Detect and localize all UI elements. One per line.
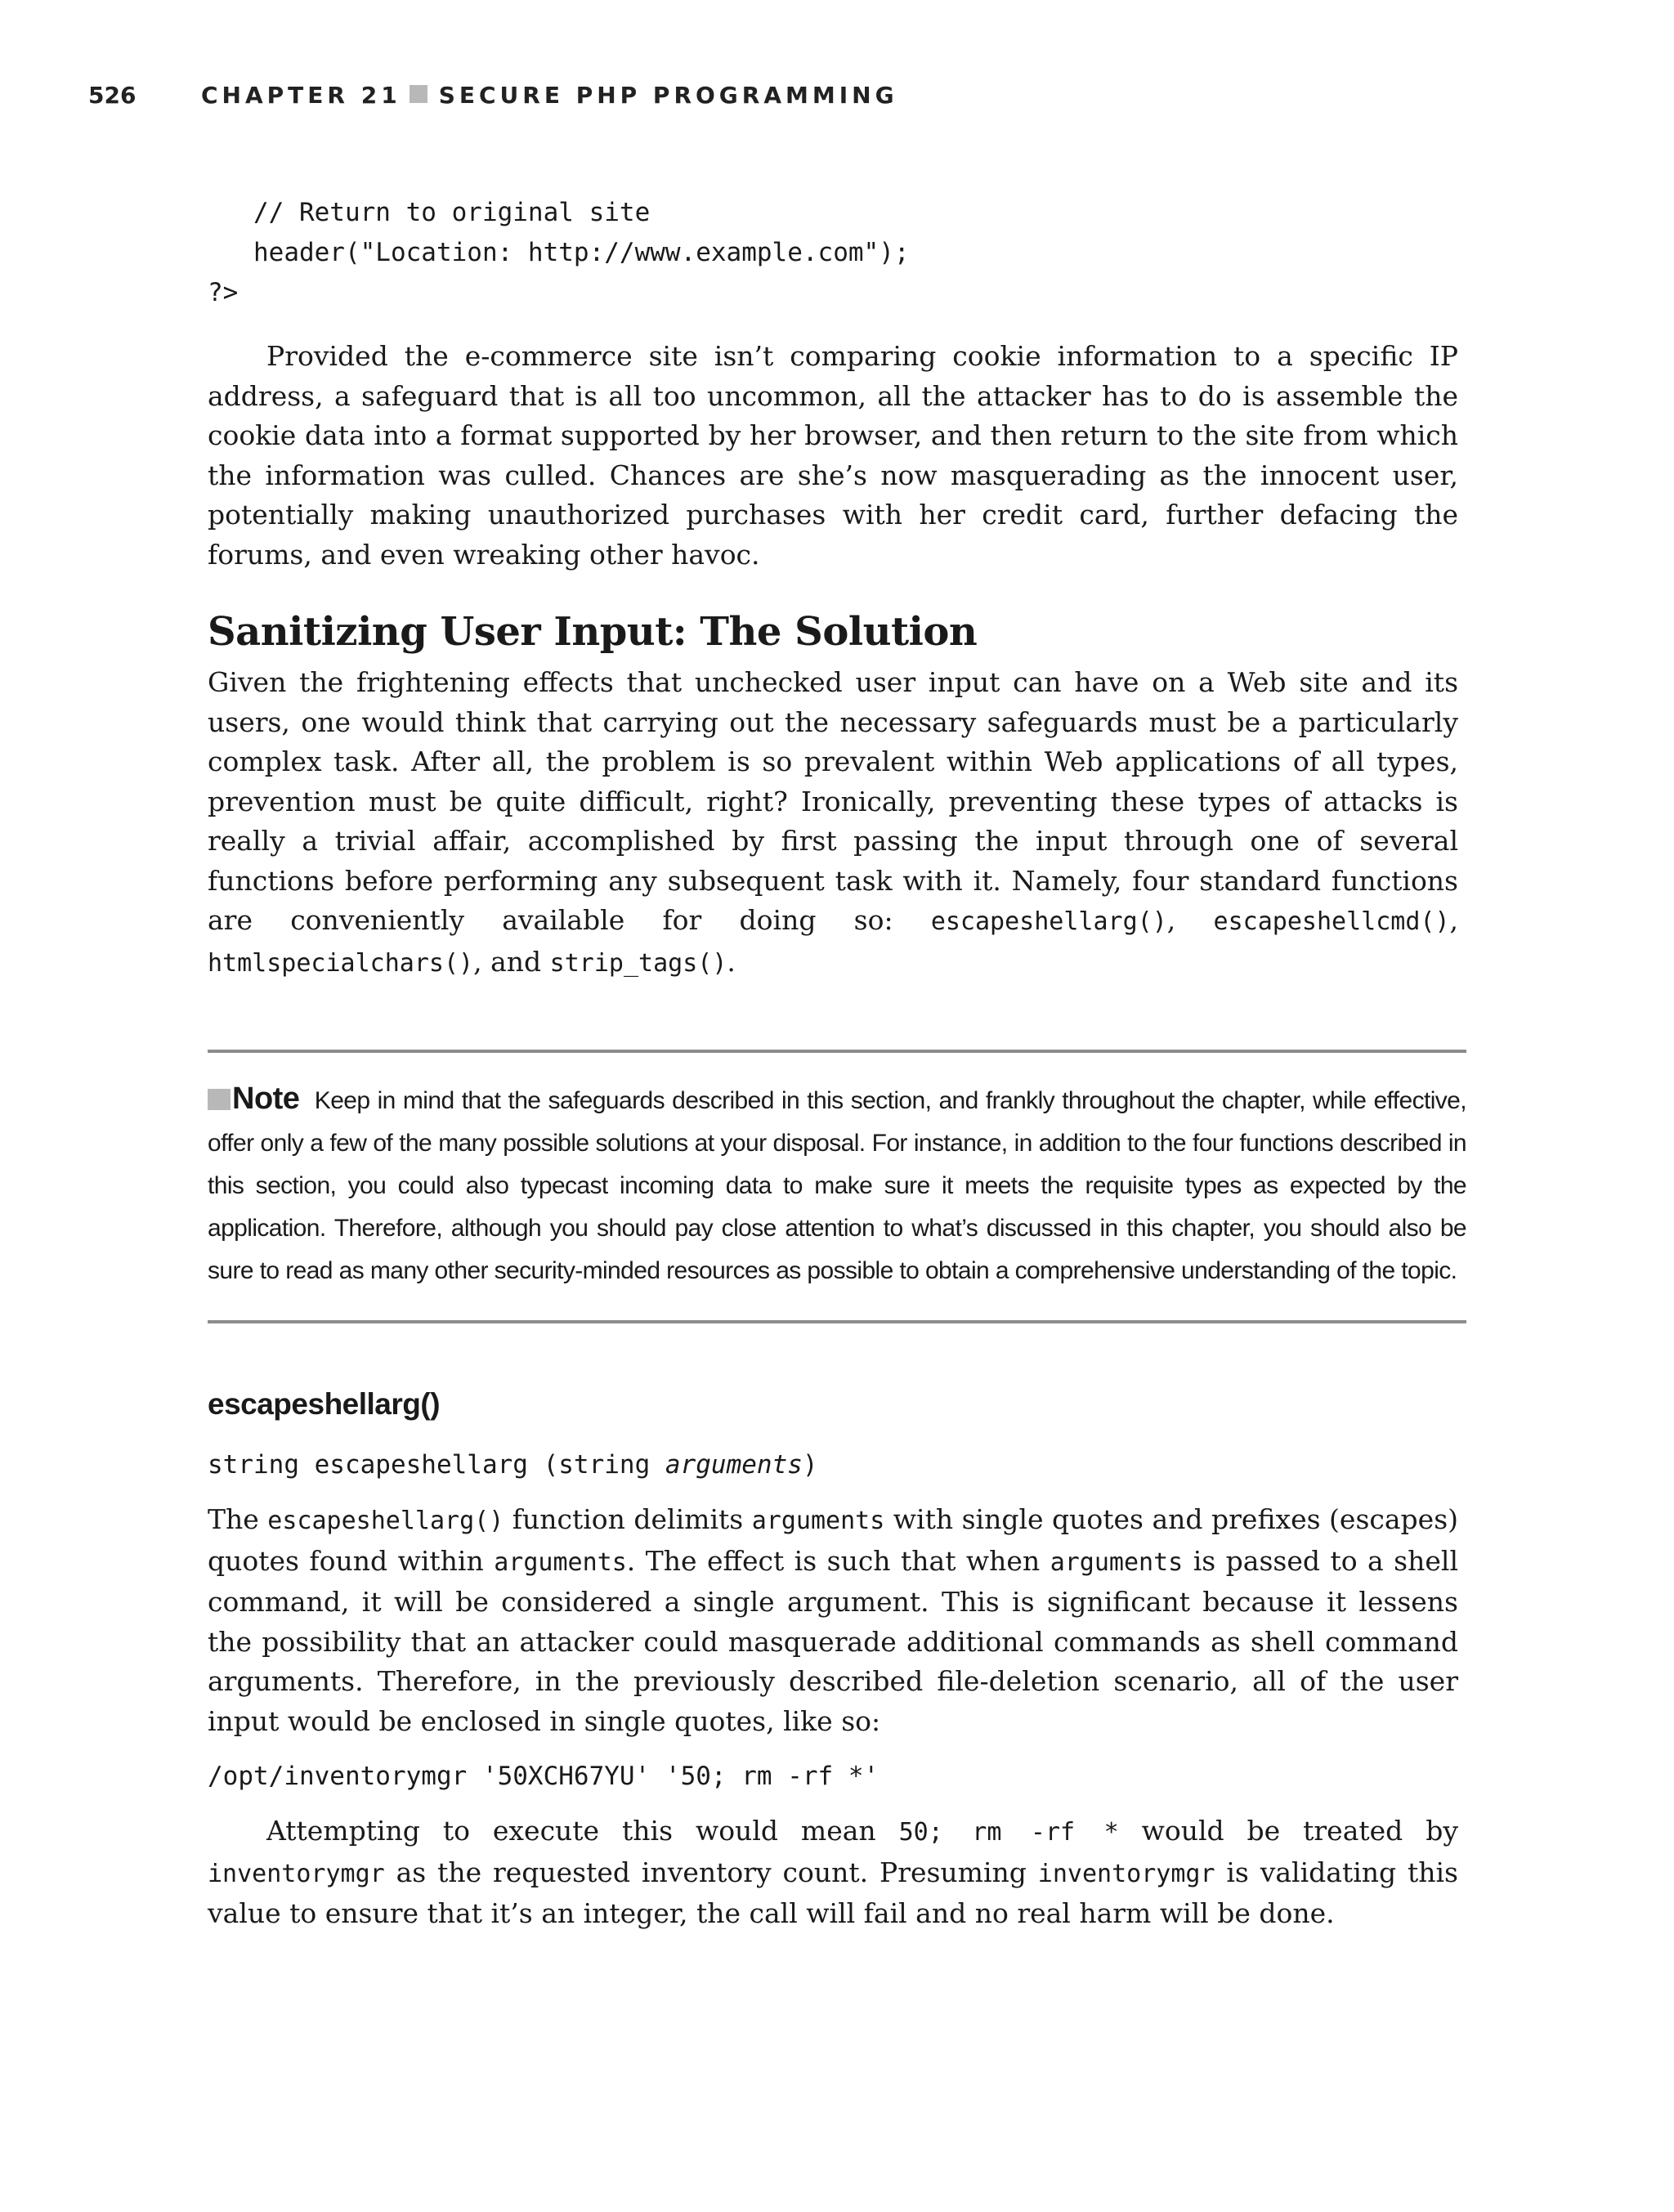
note-paragraph (208, 1077, 1466, 1292)
text: as the requested inventory count. Presuming (384, 1856, 1038, 1888)
code-line: header("Location: http://www.example.com"); (208, 238, 910, 267)
function-htmlspecialchars: htmlspecialchars() (208, 948, 474, 978)
paragraph-execution-result (208, 1811, 1458, 1934)
running-header (88, 82, 1478, 118)
code-line: // Return to original site (208, 198, 651, 227)
code-example: /opt/inventorymgr '50XCH67YU' '50; rm -rf *' (208, 1762, 880, 1791)
signature-suffix: ) (802, 1450, 818, 1480)
text-separator: , and (473, 945, 550, 978)
page-body (208, 188, 1466, 1934)
inline-code: 50; rm -rf * (898, 1818, 1119, 1847)
page-number: 526 (88, 82, 137, 109)
text: function delimits (504, 1503, 752, 1535)
function-escapeshellarg: escapeshellarg() (930, 907, 1167, 936)
inline-code: inventorymgr (1037, 1859, 1215, 1888)
signature-argument: arguments (665, 1450, 803, 1480)
text: with single quotes and prefixes (escapes) quotes found within (208, 1503, 1459, 1577)
inline-code: escapeshellarg() (267, 1507, 504, 1535)
code-line: ?> (208, 278, 239, 307)
text-separator: , (1166, 904, 1214, 936)
paragraph-text: Given the frightening effects that unchecked user input can have on a Web site and its users, one would think that carrying out the necessary safeguards must be a particularly complex task. After all, the problem is so prevalent within Web applications of all types, prevention must be quite difficult, right? Ironically, preventing these types of attacks is really a trivial affair, accomplished by first passing the input through one of several functions before performing any subsequent task with it. Namely, four standard functions are conveniently available for doing so: (208, 666, 1458, 936)
paragraph-cookie-attack: Provided the e-commerce site isn’t comparing cookie information to a specific IP address, a safeguard that is all too uncommon, all the attacker has to do is assemble the cookie data into a format supported by her browser, and then return to the site from which the information was culled. Chances are she’s now masquerading as the innocent user, potentially making unauthorized purchases with her credit card, further defacing the forums, and even wreaking other havoc. (208, 340, 1458, 571)
text: The (208, 1503, 268, 1535)
paragraph-sanitizing-intro (208, 663, 1458, 983)
text: is validating this value to ensure that it’s an integer, the call will fail and no real harm will be done. (208, 1856, 1458, 1929)
text-end: . (727, 945, 736, 978)
text-separator: , (1449, 904, 1458, 936)
function-escapeshellcmd: escapeshellcmd() (1213, 907, 1450, 936)
note-box (208, 1050, 1466, 1323)
code-block-top (208, 193, 1458, 313)
function-signature (208, 1446, 1458, 1484)
signature-prefix: string escapeshellarg (string (208, 1450, 665, 1480)
text: . The effect is such that when (626, 1544, 1050, 1577)
paragraph-escapeshellarg (208, 1500, 1458, 1741)
chapter-title (201, 82, 898, 109)
separator-square-icon (410, 85, 427, 103)
inline-code: inventorymgr (208, 1859, 385, 1888)
subsection-heading: escapeshellarg() (208, 1387, 441, 1421)
inline-code: arguments (494, 1547, 627, 1577)
function-strip-tags: strip_tags() (549, 948, 727, 978)
inline-code: arguments (1050, 1547, 1184, 1577)
note-text: Keep in mind that the safeguards described in this section, and frankly throughout the chapter, while effective, offer only a few of the many possible solutions at your disposal. For instance, in addition to the four functions described in this section, you could also typecast incoming data to make sure it meets the requisite types as expected by the application. Therefore, although you should pay close attention to what’s discussed in this chapter, you should also be sure to read as many other security-minded resources as possible to obtain a comprehensive understanding of the topic. (208, 1087, 1466, 1284)
note-square-icon (208, 1089, 231, 1110)
section-heading: Sanitizing User Input: The Solution (208, 609, 978, 655)
chapter-name: SECURE PHP PROGRAMMING (438, 82, 898, 109)
note-label: Note (232, 1081, 300, 1116)
text: is passed to a shell command, it will be considered a single argument. This is significant because it lessens the possibility that an attacker could masquerade additional commands as shell command arguments. Therefore, in the previously described file-deletion scenario, all of the user input would be enclosed in single quotes, like so: (208, 1544, 1459, 1737)
text: Attempting to execute this would mean (266, 1815, 899, 1847)
chapter-label: CHAPTER 21 (201, 82, 401, 109)
text: would be treated by (1118, 1815, 1458, 1847)
inline-code: arguments (751, 1507, 885, 1535)
